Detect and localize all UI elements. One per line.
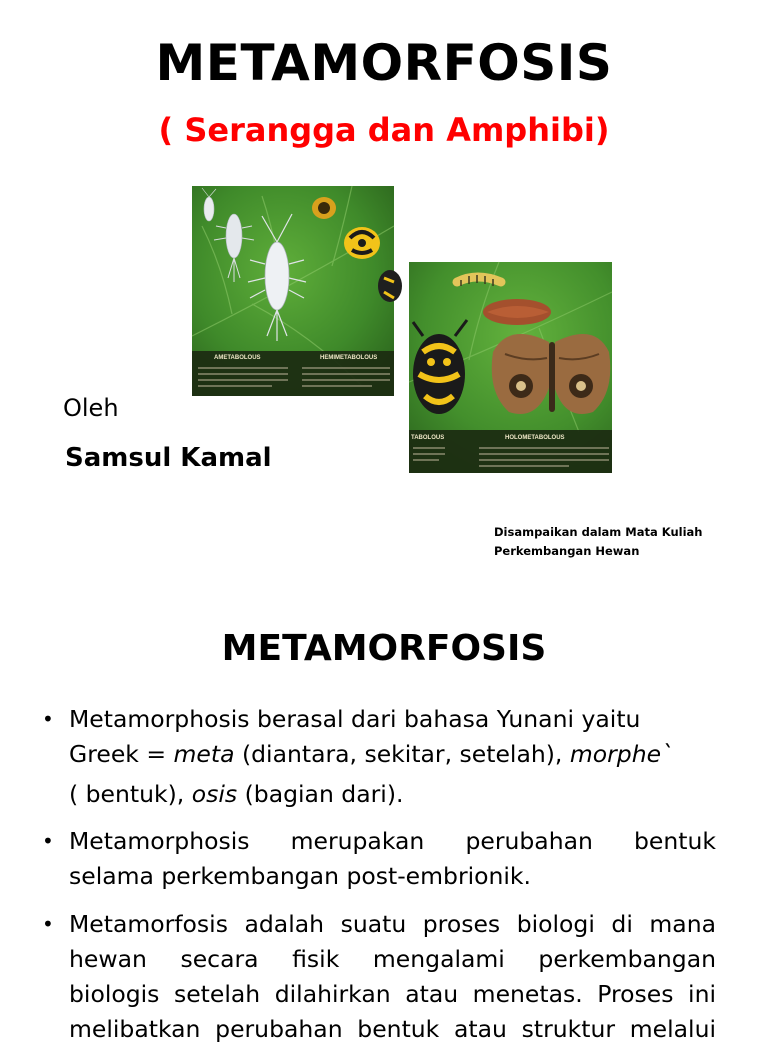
bullet-text: biologis setelah dilahirkan atau menetas. Proses ini	[69, 980, 716, 1008]
bullet-text: Metamorphosis merupakan perubahan bentuk	[69, 827, 716, 855]
bullet-list	[42, 702, 716, 1047]
slide-title: METAMORFOSIS	[155, 34, 613, 92]
bullet-text: melibatkan perubahan bentuk atau struktur melalui	[69, 1015, 716, 1043]
insect-image-holometabolous	[409, 262, 612, 473]
bullet-text: hewan secara fisik mengalami perkembangan	[69, 945, 716, 973]
bullet-text: ( bentuk),	[69, 780, 192, 808]
bullet-dot: •	[42, 912, 54, 936]
course-note	[494, 523, 702, 561]
course-note-line: Disampaikan dalam Mata Kuliah	[494, 525, 703, 539]
term-morphe: morphe`	[569, 740, 673, 768]
label-holometabolous: HOLOMETABOLOUS	[505, 435, 565, 441]
by-label: Oleh	[63, 394, 119, 422]
author-name: Samsul Kamal	[65, 443, 272, 473]
list-item	[42, 907, 716, 1047]
slide-title: METAMORFOSIS	[221, 628, 547, 669]
bullet-text: Metamorfosis adalah suatu proses biologi di mana	[69, 910, 716, 938]
slide-subtitle: ( Serangga dan Amphibi)	[158, 111, 610, 149]
list-item	[42, 702, 716, 812]
label-hemimetabolous: HEMIMETABOLOUS	[320, 355, 378, 361]
content-slide	[0, 584, 768, 1043]
term-osis: osis	[191, 780, 238, 808]
insect-image-ametabolous	[192, 186, 394, 396]
bullet-text: selama perkembangan post-embrionik.	[69, 862, 532, 890]
bullet-text: Metamorphosis berasal dari bahasa Yunani yaitu	[69, 705, 641, 733]
list-item	[42, 824, 716, 894]
label-ametabolous: AMETABOLOUS	[214, 355, 261, 361]
label-tabolous: TABOLOUS	[411, 435, 445, 441]
bullet-text: Greek =	[69, 740, 174, 768]
bullet-text: (bagian dari).	[237, 780, 404, 808]
bullet-dot: •	[42, 707, 54, 731]
bullet-text: (diantara, sekitar, setelah),	[234, 740, 570, 768]
term-meta: meta	[173, 740, 235, 768]
course-note-line: Perkembangan Hewan	[494, 544, 640, 558]
bullet-dot: •	[42, 829, 54, 853]
